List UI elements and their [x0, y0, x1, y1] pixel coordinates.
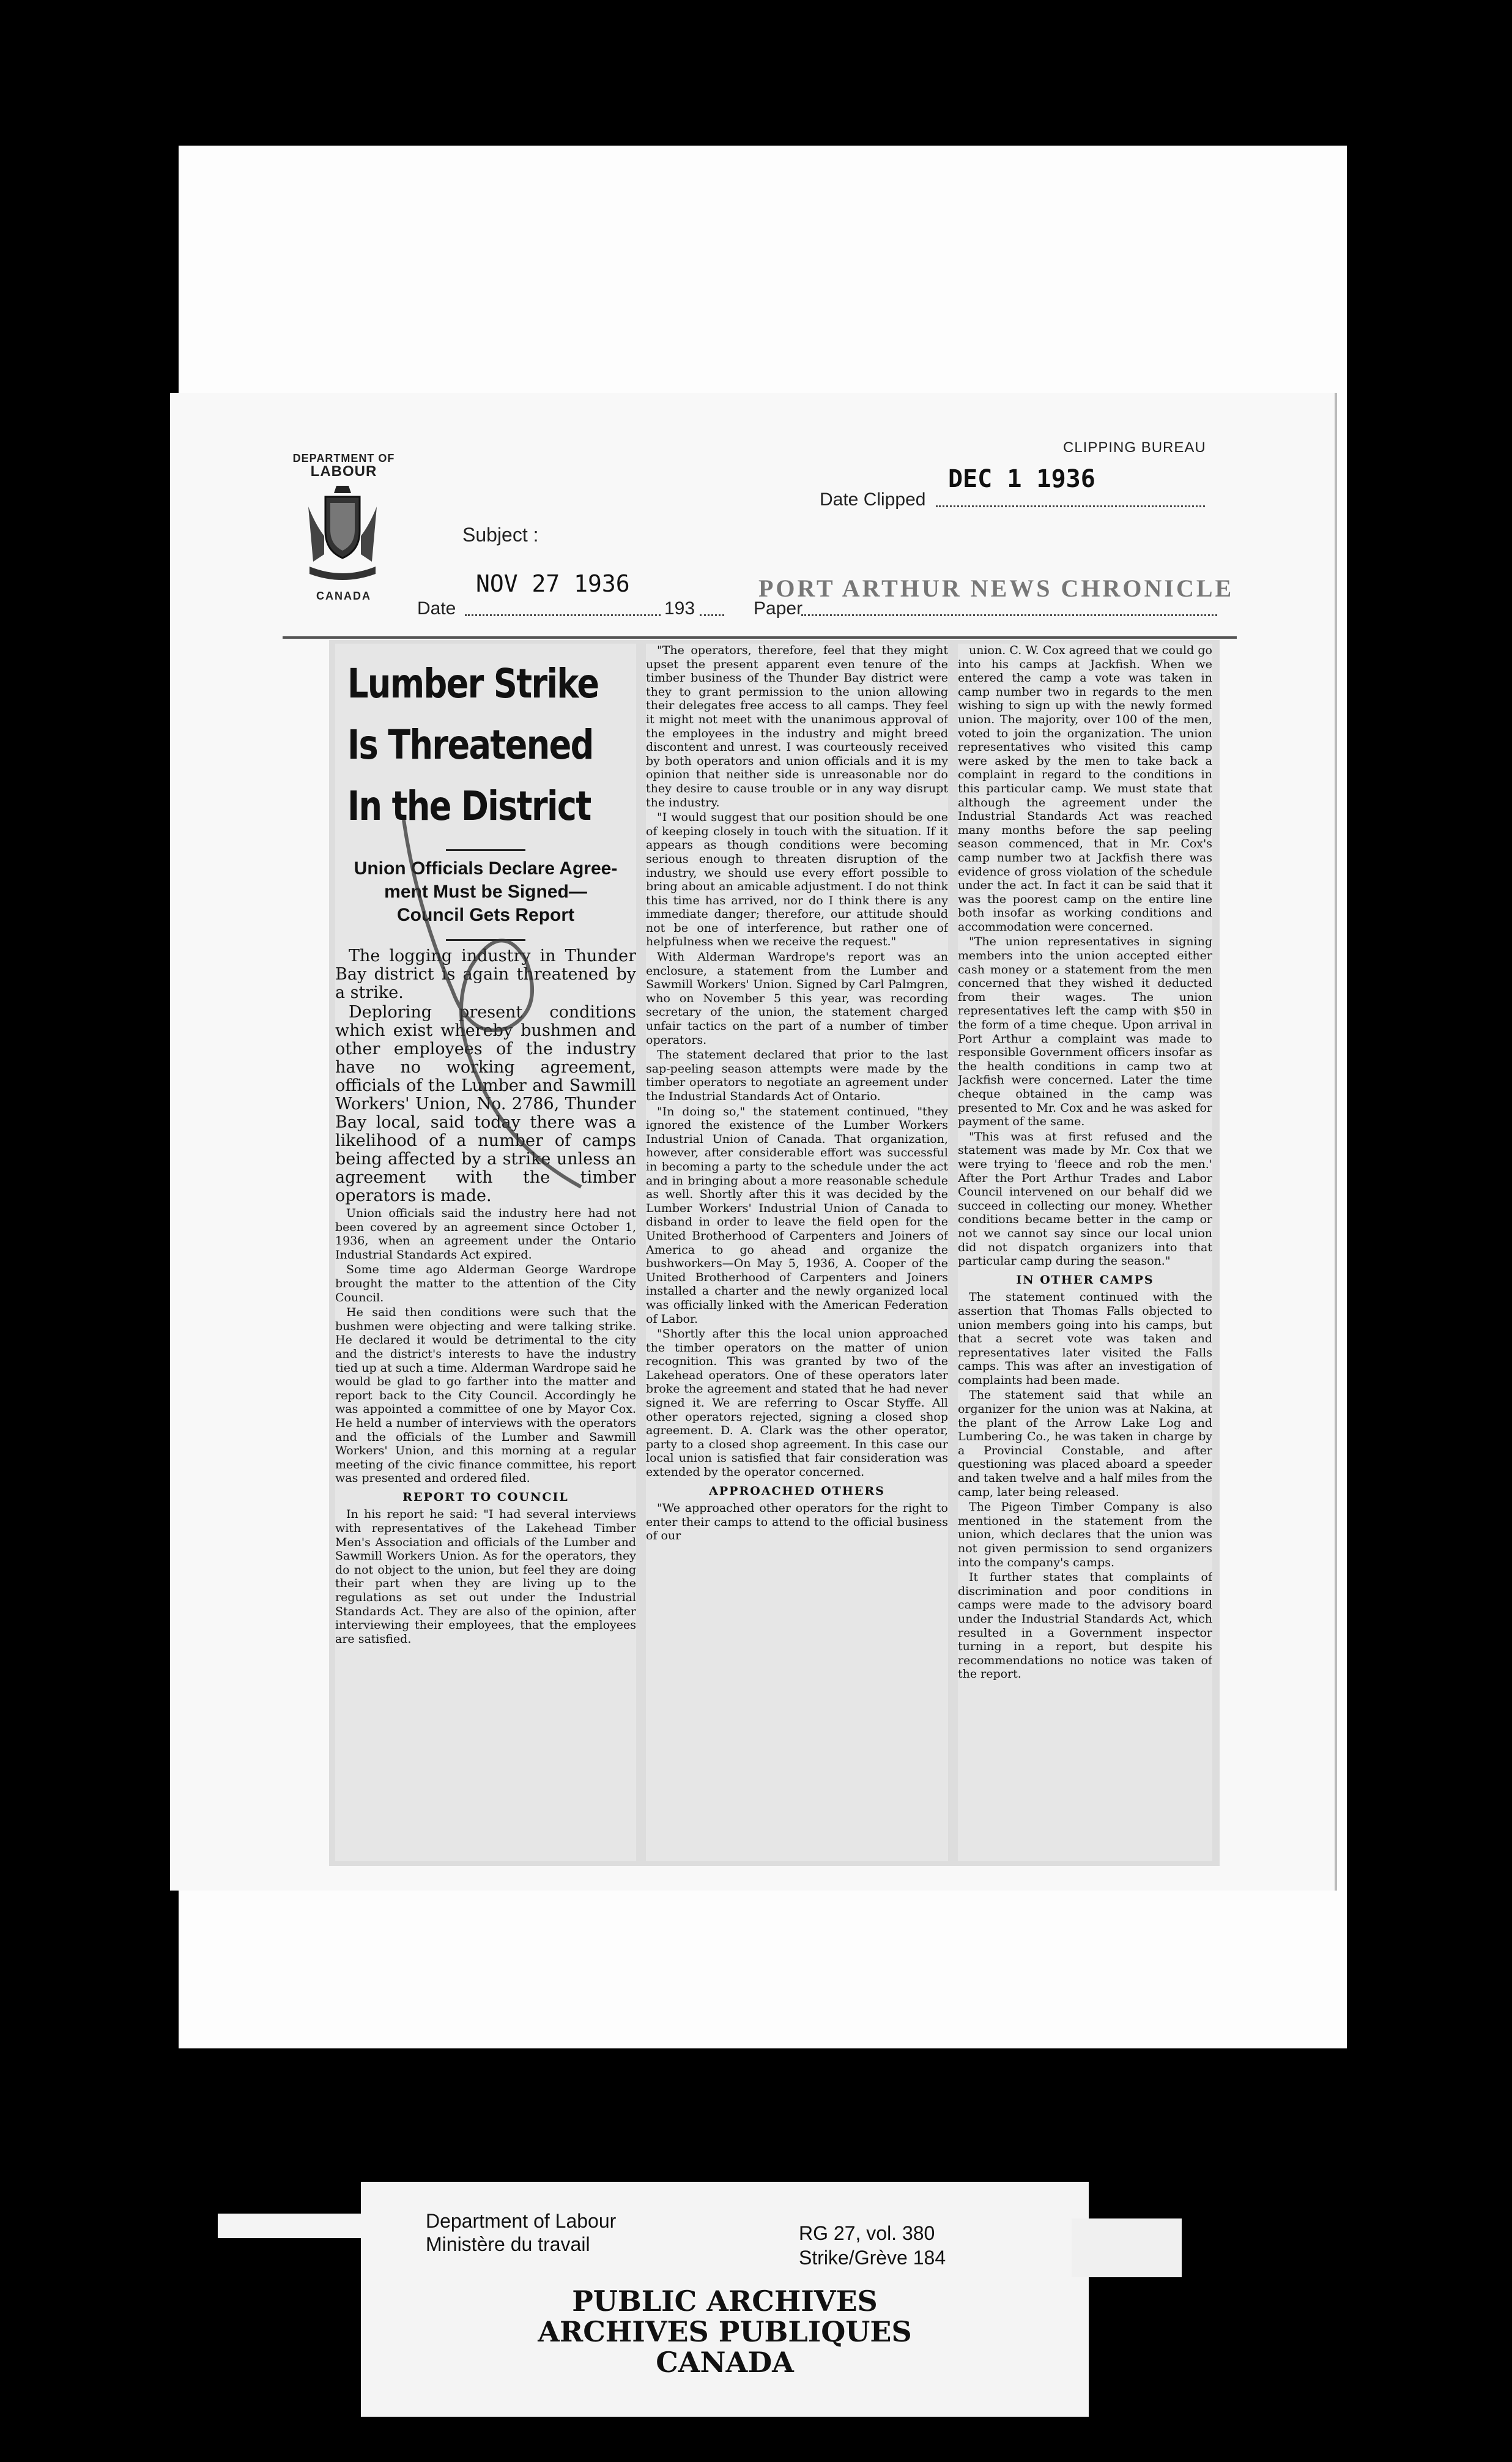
paragraph: "The union representatives in signing members into the union accepted either cash money or a statement from the men concerned that they wished it deducted from their wages. The union representatives left the camp with $50 in the form of a time cheque. Upon arrival in Port Arthur a complaint was made to responsible Government officers insofar as the health conditions in camp two at Jackfish were concerned. Later the time cheque obtained in the camp was presented to Mr. Cox and he was asked for payment of the same. [958, 935, 1212, 1129]
section-heading: IN OTHER CAMPS [1016, 1273, 1154, 1287]
department-label [283, 452, 405, 478]
date-clipped-line [936, 505, 1205, 507]
article-column-3 [958, 644, 1212, 1861]
header-rule [283, 636, 1237, 639]
paragraph: "We approached other operators for the right to enter their camps to attend to the official business of our [646, 1501, 948, 1543]
subject-label: Subject : [462, 524, 539, 546]
date-clipped-stamp: DEC 1 1936 [948, 465, 1095, 493]
clipping-bureau-label: CLIPPING BUREAU [1063, 439, 1206, 456]
lead-paragraph: Deploring present conditions which exist whereby bushmen and other employees of the industry have no working agreement, officials of the Lumber and Sawmill Workers' Union, No. 2786, Thunder Bay local, said today there was a likelihood of a number of camps being affected by a strike unless an agreement with the timber operators is made. [335, 1003, 636, 1205]
date-clipped-label: Date Clipped [820, 489, 926, 510]
subheadline-line: ment Must be Signed— [384, 882, 587, 902]
paragraph: Union officials said the industry here had not been covered by an agreement since October 1, 1936, when an agreement under the Ontario Industrial Standards Act expired. [335, 1207, 636, 1262]
paragraph: The statement said that while an organizer for the union was at Nakina, at the plant of the Arrow Lake Log and Lumbering Co., he was taken in charge by a Provincial Constable, and after questioning was placed aboard a speeder and taken twelve and a half miles from the camp, later being released. [958, 1388, 1212, 1499]
date-label: Date [417, 598, 456, 619]
paragraph: He said then conditions were such that the bushmen were objecting and were talking strike. He declared it would be detrimental to the city and the district's interests to have the industry tied up at such a time. Alderman Wardrope said he would be glad to go farther into the matter and report back to the City Council. Accordingly he was appointed a committee of one by Mayor Cox. He held a number of interviews with the operators and the officials of the Lumber and Sawmill Workers' Union, and this morning at a regular meeting of the civic finance committee, his report was presented and ordered filed. [335, 1306, 636, 1486]
archive-label-flap [1072, 2218, 1182, 2277]
archive-stamp-country: CANADA [656, 2346, 794, 2379]
record-group-reference: RG 27, vol. 380 [799, 2222, 935, 2244]
canada-label: CANADA [316, 590, 371, 602]
paragraph: "This was at first refused and the statement was made by Mr. Cox that we were trying to 'fleece and rob the men.' After the Port Arthur Trades and Labor Council intervened on our behalf did we succeed in collecting our money. Whether conditions became better in the camp or not we cannot say since our local union did not dispatch organizers into that particular camp during the season." [958, 1129, 1212, 1268]
paragraph: "In doing so," the statement continued, "they ignored the existence of the Lumber Workers Industrial Union of Canada. That organization, however, after considerable effort was successful in becoming a party to the schedule under the act and in bringing about a more reasonable schedule as well. Shortly after this it was decided by the Lumber Workers' Industrial Union of Canada to disband in order to leave the field open for the United Brotherhood of Carpenters and Joiners of America to go ahead and organize the bushworkers—On May 5, 1936, A. Cooper of the United Brotherhood of Carpenters and Joiners installed a charter and the newly organized local was officially linked with the American Federation of Labor. [646, 1104, 948, 1326]
paragraph: "The operators, therefore, feel that they might upset the present apparent even tenure of the timber business of the Thunder Bay district were they to grant permission to the union allowing their delegates free access to all camps. They feel it might not meet with the unanimous approval of the employees in the industry and might breed discontent and unrest. I was courteously received by both operators and union officials and it is my opinion that neither side is unreasonable nor do they desire to cause trouble or in any way disrupt the industry. [646, 644, 948, 809]
coat-of-arms-icon [300, 482, 385, 586]
subheadline-line: Union Officials Declare Agree- [354, 858, 618, 879]
article-column-2 [646, 644, 948, 1861]
lead-paragraph: The logging industry in Thunder Bay district is again threatened by a strike. [335, 946, 636, 1002]
year-label: 193 [664, 598, 695, 619]
section-heading: APPROACHED OTHERS [709, 1484, 885, 1498]
date-line [465, 614, 661, 616]
subheadline-line: Council Gets Report [396, 905, 575, 925]
headline-line: Lumber Strike [347, 660, 599, 707]
year-line [700, 614, 724, 616]
archive-stamp-fr: ARCHIVES PUBLIQUES [538, 2315, 912, 2348]
paper-name-stamp: PORT ARTHUR NEWS CHRONICLE [758, 575, 1234, 602]
paragraph: "I would suggest that our position should be one of keeping closely in touch with the situation. If it appears as though conditions were becoming serious enough to threaten disruption of the industry, we should use every effort possible to bring about an amicable adjustment. I do not think this time has arrived, nor do I think there is any immediate danger; therefore, our attitude should not be one of interference, but rather one of helpfulness when we receive the request." [646, 811, 948, 949]
paragraph: The statement continued with the assertion that Thomas Falls objected to union members going into his camps, but that a secret vote was taken and representatives later visited the Falls camps. This was after an investigation of complaints had been made. [958, 1290, 1212, 1387]
paragraph: "Shortly after this the local union approached the timber operators on the matter of union recognition. This was granted by two of the Lakehead operators. One of these operators later broke the agreement and stated that he had never signed it. We are referring to Oscar Styffe. All other operators rejected, signing a closed shop agreement. D. A. Clark was the other operator, party to a closed shop agreement. In this case our local union is satisfied that fair consideration was extended by the operator concerned. [646, 1327, 948, 1479]
paragraph: The statement declared that prior to the last sap-peeling season attempts were made by the timber operators to negotiate an agreement under the Industrial Standards Act of Ontario. [646, 1048, 948, 1103]
headline-line: In the District [347, 783, 591, 830]
archive-label-tab [218, 2214, 371, 2238]
paragraph: The Pigeon Timber Company is also mentioned in the statement from the union, which declares that the union was not given permission to send organizers into the company's camps. [958, 1500, 1212, 1569]
paragraph: With Alderman Wardrope's report was an enclosure, a statement from the Lumber and Sawmill Workers' Union. Signed by Carl Palmgren, who on November 5 this year, was recording secretary of the union, the statement charged unfair tactics on the part of a number of timber operators. [646, 950, 948, 1047]
pen-annotation-mark [379, 808, 599, 1199]
paragraph: In his report he said: "I had several interviews with representatives of the Lakehead Timber Men's Association and officials of the Lumber and Sawmill Workers Union. As for the operators, they do not object to the union, but feel they are doing their part when they are living up to the regulations as set out under the Industrial Standards Act. They are also of the opinion, after interviewing their employees, that the employees are satisfied. [335, 1508, 636, 1646]
paragraph: Some time ago Alderman George Wardrope brought the matter to the attention of the City Council. [335, 1263, 636, 1304]
archive-department-fr: Ministère du travail [426, 2233, 590, 2255]
file-reference: Strike/Grève 184 [799, 2247, 946, 2269]
date-stamp: NOV 27 1936 [476, 570, 630, 597]
department-line1: DEPARTMENT OF [292, 452, 395, 464]
paragraph: It further states that complaints of discrimination and poor conditions in camps were made to the advisory board under the Industrial Standards Act, which resulted in a Government inspector turning in a report, but despite his recommendations no notice was taken of the report. [958, 1571, 1212, 1681]
archive-department-en: Department of Labour [426, 2210, 617, 2232]
headline-line: Is Threatened [347, 721, 593, 768]
paragraph: union. C. W. Cox agreed that we could go into his camps at Jackfish. When we entered the camp a vote was taken in camp number two in regards to the men wishing to sign up with the newly formed union. The majority, over 100 of the men, voted to join the organization. The union representatives who visited this camp were asked by the men to take back a complaint in regard to the conditions in this particular camp. We must state that although the agreement under the Industrial Standards Act was reached many months before the sap peeling season commenced, that in Mr. Cox's camp number two at Jackfish there was evidence of gross violation of the schedule under the act. In fact it can be said that it was the poorest camp on the entire line both insofar as working conditions and accommodation were concerned. [958, 644, 1212, 934]
paper-line [801, 614, 1217, 616]
archive-stamp-en: PUBLIC ARCHIVES [572, 2285, 878, 2318]
department-line2: LABOUR [310, 463, 377, 480]
paper-label: Paper [754, 598, 803, 619]
section-heading: REPORT TO COUNCIL [402, 1490, 569, 1504]
